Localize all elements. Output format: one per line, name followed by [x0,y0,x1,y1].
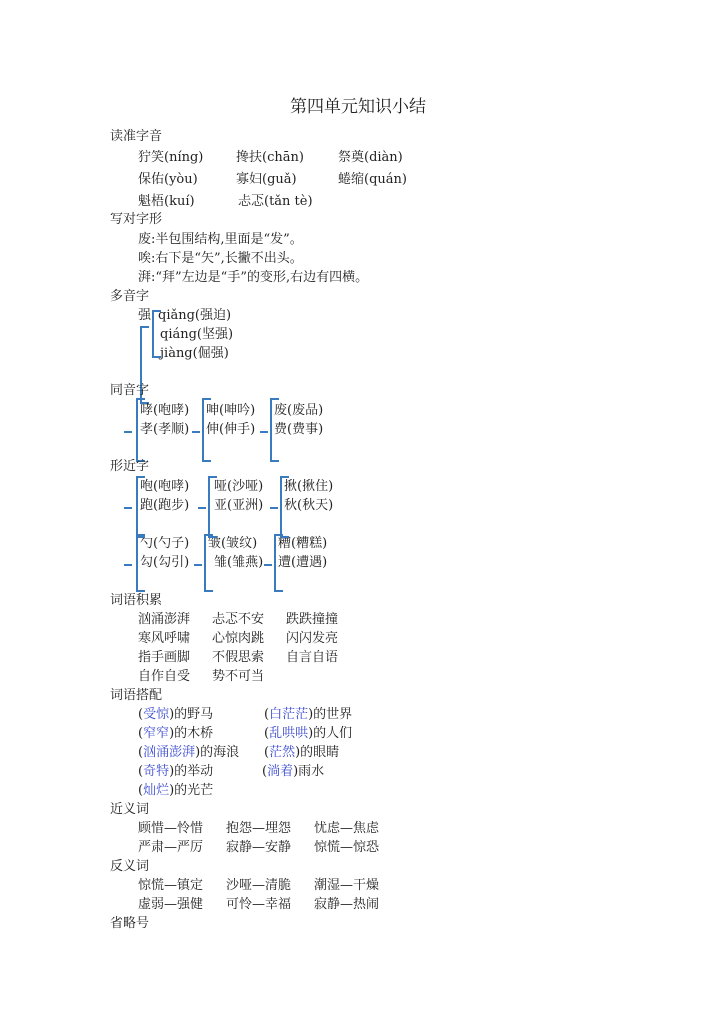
antonym-pair: 惊慌—镇定 [138,878,204,893]
collocation-rest: 的世界 [313,707,353,722]
idiom: 汹涌澎湃 [138,612,191,627]
section-heading-collocation: 词语搭配 [110,688,163,703]
bracket-tick [124,564,132,566]
bracket-homophone [202,398,204,462]
bracket-similar [204,534,206,592]
similar-item: 跑(跑步) [140,498,190,513]
writing-note: 唉:右下是“矢”,长撇不出头。 [138,251,303,266]
similar-item: 遭(遭遇) [278,555,328,570]
homophone-item: 费(费事) [274,422,324,437]
section-heading-pronunciation: 读准字音 [110,129,163,144]
collocation-word: 窄窄 [143,726,170,741]
idiom: 势不可当 [212,669,265,684]
idiom: 闪闪发亮 [286,631,339,646]
homophone-item: 伸(伸手) [206,422,256,437]
homophone-item: 孝(孝顺) [140,422,190,437]
pronunciation-item: 魁梧(kuí) [138,194,195,209]
homophone-item: 呻(呻吟) [206,403,256,418]
homophone-item: 哮(咆哮) [140,403,190,418]
synonym-pair: 惊慌—惊恐 [314,840,380,855]
idiom: 跌跌撞撞 [286,612,339,627]
bracket-tick [192,431,200,433]
polyphone-reading: qiáng(坚强) [160,327,234,342]
similar-item: 勺(勺子) [140,536,190,551]
bracket-tick [198,507,206,509]
bracket-polyphone [152,310,154,358]
collocation-left: (受惊)的野马 [138,707,214,722]
synonym-pair: 顾惜—怜惜 [138,821,204,836]
writing-note: 湃:“拜”左边是“手”的变形,右边有四横。 [138,270,369,285]
section-heading-idioms: 词语积累 [110,593,163,608]
collocation-left: (奇特)的举动 [138,764,214,779]
bracket-similar [274,534,276,592]
collocation-word: 受惊 [143,707,170,722]
synonym-pair: 抱怨—埋怨 [226,821,292,836]
collocation-rest: 的木桥 [174,726,214,741]
similar-item: 揪(揪住) [284,479,334,494]
collocation-right: (白茫茫)的世界 [264,707,353,722]
antonym-pair: 寂静—热闹 [314,897,380,912]
bracket-homophone [270,398,272,462]
bracket-tick [124,431,132,433]
collocation-rest: 的眼睛 [300,745,340,760]
collocation-left: (灿烂)的光芒 [138,783,214,798]
bracket-tick [194,564,202,566]
bracket-tick [260,431,268,433]
collocation-word: 乱哄哄 [269,726,309,741]
synonym-pair: 严肃—严厉 [138,840,204,855]
antonym-pair: 可怜—幸福 [226,897,292,912]
bracket-tick [270,507,278,509]
collocation-rest: 雨水 [298,764,325,779]
section-heading-homophone: 同音字 [110,383,150,398]
bracket-homophone [136,398,138,462]
section-heading-antonyms: 反义词 [110,859,150,874]
pronunciation-item: 蜷缩(quán) [338,172,407,187]
collocation-right: (淌着)雨水 [262,764,325,779]
idiom: 不假思索 [212,650,265,665]
collocation-left: (窄窄)的木桥 [138,726,214,741]
bracket-similar [136,476,138,538]
bracket-tick [264,564,272,566]
collocation-right: (茫然)的眼睛 [264,745,340,760]
collocation-right: (乱哄哄)的人们 [264,726,353,741]
pronunciation-item: 寡妇(guǎ) [236,172,297,187]
idiom: 心惊肉跳 [212,631,265,646]
pronunciation-item: 狞笑(níng) [138,150,204,165]
collocation-rest: 的人们 [313,726,353,741]
pronunciation-item: 忐忑(tǎn tè) [238,194,313,209]
pronunciation-item: 保佑(yòu) [138,172,198,187]
polyphone-reading: jiàng(倔强) [160,346,229,361]
collocation-word: 白茫茫 [269,707,309,722]
polyphone-reading: qiǎng(强迫) [158,308,232,323]
idiom: 忐忑不安 [212,612,265,627]
writing-note: 废:半包围结构,里面是“发”。 [138,232,303,247]
similar-item: 哑(沙哑) [214,479,264,494]
page-title: 第四单元知识小结 [290,97,426,117]
bracket-similar [280,476,282,538]
polyphone-char: 强 [138,308,152,323]
similar-item: 咆(咆哮) [140,479,190,494]
collocation-word: 汹涌澎湃 [143,745,196,760]
collocation-word: 淌着 [267,764,294,779]
idiom: 自言自语 [286,650,339,665]
section-heading-writing: 写对字形 [110,212,163,227]
similar-item: 亚(亚洲) [214,498,264,513]
collocation-rest: 的光芒 [174,783,214,798]
pronunciation-item: 祭奠(diàn) [338,150,403,165]
similar-item: 勾(勾引) [140,555,190,570]
collocation-rest: 的野马 [174,707,214,722]
antonym-pair: 潮湿—干燥 [314,878,380,893]
bracket-similar [208,476,210,538]
antonym-pair: 沙哑—清脆 [226,878,292,893]
similar-item: 雏(雏燕) [214,555,264,570]
collocation-rest: 的举动 [174,764,214,779]
section-heading-polyphone: 多音字 [110,289,150,304]
section-heading-synonyms: 近义词 [110,802,150,817]
idiom: 寒风呼啸 [138,631,191,646]
bracket-similar [136,534,138,592]
synonym-pair: 寂静—安静 [226,840,292,855]
collocation-left: (汹涌澎湃)的海浪 [138,745,240,760]
synonym-pair: 忧虑—焦虑 [314,821,380,836]
section-heading-ellipsis: 省略号 [110,916,150,931]
pronunciation-item: 搀扶(chān) [236,150,304,165]
antonym-pair: 虚弱—强健 [138,897,204,912]
collocation-word: 茫然 [269,745,296,760]
collocation-word: 灿烂 [143,783,170,798]
idiom: 指手画脚 [138,650,191,665]
similar-item: 皱(皱纹) [208,536,258,551]
collocation-word: 奇特 [143,764,170,779]
similar-item: 秋(秋天) [284,498,334,513]
idiom: 自作自受 [138,669,191,684]
similar-item: 糟(糟糕) [278,536,328,551]
section-heading-similar: 形近字 [110,459,150,474]
collocation-rest: 的海浪 [200,745,240,760]
bracket-tick [124,507,132,509]
homophone-item: 废(废品) [274,403,324,418]
